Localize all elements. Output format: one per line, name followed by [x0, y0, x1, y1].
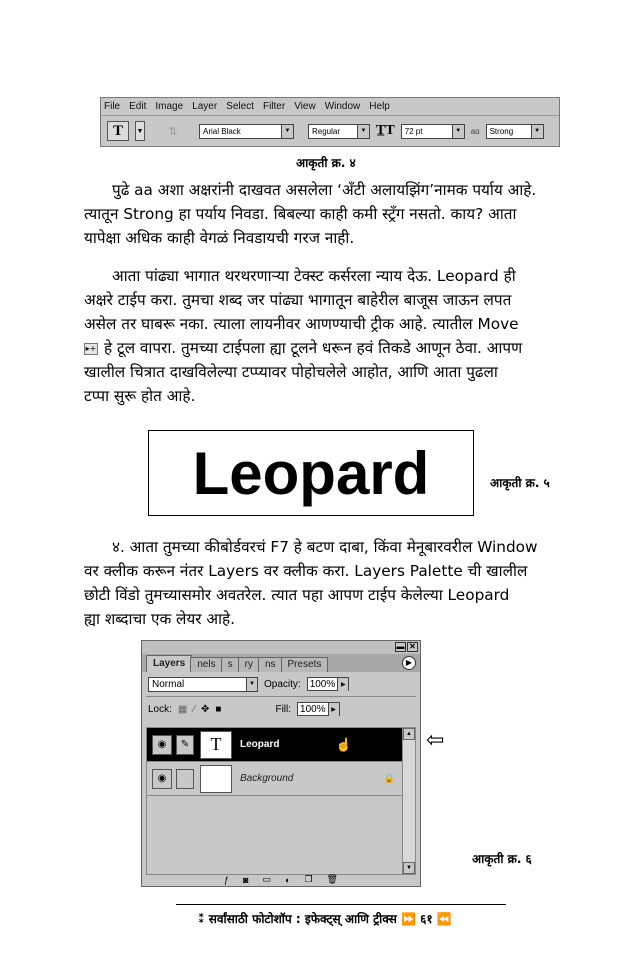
leopard-text-figure: [148, 430, 474, 516]
lock-all-icon[interactable]: ■: [215, 703, 222, 715]
chevron-right-icon: ▶: [328, 703, 339, 716]
palette-tabs: [142, 654, 420, 672]
text-layer-thumbnail: T: [200, 731, 232, 759]
paragraph-line-with-icon: [84, 336, 574, 360]
tab-paths[interactable]: s: [221, 657, 240, 672]
close-icon[interactable]: ✕: [407, 642, 418, 652]
add-mask-icon[interactable]: ◙: [243, 874, 249, 885]
paragraph-line: पुढे aa अशा अक्षरांनी दाखवत असलेला ‘अँटी अलायझिंग’नामक पर्याय आहे.: [112, 181, 537, 199]
paragraph-3: [84, 535, 574, 631]
font-size-value: 72 pt: [404, 126, 423, 136]
new-layer-icon[interactable]: ❐: [304, 874, 313, 884]
font-family-select[interactable]: [199, 124, 294, 139]
window-buttons: [395, 642, 418, 652]
lock-label: Lock:: [148, 703, 172, 715]
pointer-arrow-icon: ⇦: [426, 728, 445, 753]
minimize-icon[interactable]: ▬: [396, 642, 405, 651]
antialias-value: Strong: [489, 126, 514, 136]
lock-brush-icon[interactable]: ∕: [193, 703, 196, 715]
link-slot[interactable]: [176, 769, 194, 789]
paragraph-line: वर क्लीक करून नंतर Layers वर क्लीक करा. Layers Palette ची खालील: [84, 562, 528, 580]
tab-history[interactable]: ry: [238, 657, 260, 672]
font-size-select[interactable]: [401, 124, 465, 139]
paragraph-line: ४. आता तुमच्या कीबोर्डवरचं F7 हे बटण दाबा, किंवा मेनूबारवरील Window: [112, 538, 538, 556]
layer-list-scrollbar[interactable]: [402, 727, 416, 875]
layer-list: [146, 727, 404, 875]
menu-select[interactable]: Select: [226, 101, 254, 112]
fill-value: 100%: [300, 703, 326, 715]
adjustment-layer-icon[interactable]: ◐: [285, 874, 291, 885]
layers-palette: [141, 640, 421, 887]
paragraph-line: ह्या शब्दाचा एक लेयर आहे.: [84, 610, 236, 628]
lock-move-icon[interactable]: ✥: [201, 703, 210, 715]
new-set-icon[interactable]: ▭: [262, 874, 271, 884]
footer-arrow-left-icon: ⏪: [436, 912, 452, 926]
blend-mode-value: Normal: [152, 678, 185, 690]
menu-file[interactable]: File: [104, 101, 121, 112]
paragraph-line: आता पांढ्या भागात थरथरणाऱ्या टेक्स्ट कर्सरला न्याय देऊ. Leopard ही: [112, 267, 516, 285]
footer-rule: [176, 904, 506, 905]
menu-bar: [101, 98, 559, 116]
paragraph-2: [84, 264, 574, 408]
figure-6-caption: आकृती क्र. ६: [472, 852, 532, 866]
lock-options: [178, 704, 222, 715]
chevron-right-icon: ▶: [337, 678, 348, 691]
lock-fill-row: [142, 697, 420, 721]
page-footer: [160, 910, 490, 927]
menu-layer[interactable]: Layer: [192, 101, 218, 112]
text-orientation-icon[interactable]: ⇅: [168, 125, 178, 138]
font-size-icon: T̲T: [376, 123, 395, 138]
lock-transparency-icon[interactable]: ▦: [177, 703, 188, 715]
hand-cursor-icon: ☝: [335, 736, 352, 752]
tab-presets[interactable]: Presets: [281, 657, 329, 672]
menu-view[interactable]: View: [294, 101, 316, 112]
chevron-down-icon: ▼: [531, 125, 543, 138]
paragraph-line: यापेक्षा अधिक काही वेगळं निवडायची गरज नाही.: [84, 229, 355, 247]
font-style-value: Regular: [312, 126, 341, 136]
text-options-row: [101, 116, 559, 146]
footer-book-title: सर्वांसाठी फोटोशॉप : इफेक्ट्स् आणि ट्रीक्स: [208, 912, 397, 926]
paragraph-1: [84, 178, 574, 250]
paragraph-line: असेल तर घाबरू नका. त्याला लायनीवर आणण्याची ट्रीक आहे. त्यातील Move: [84, 315, 519, 333]
opacity-label: Opacity:: [264, 678, 301, 690]
blend-opacity-row: [142, 672, 420, 696]
paragraph-line: छोटी विंडो तुमच्यासमोर अवतरेल. त्यात पहा आपण टाईप केलेल्या Leopard: [84, 586, 510, 604]
trash-icon[interactable]: 🗑: [326, 874, 338, 884]
chevron-down-icon: ▼: [281, 125, 293, 138]
footer-arrow-right-icon: ⏩: [401, 912, 421, 926]
lock-icon: 🔒: [383, 773, 395, 783]
paragraph-line: त्यातून Strong हा पर्याय निवडा. बिबल्या काही कमी स्ट्रँग नसतो. काय? आता: [84, 205, 517, 223]
leopard-word: Leopard: [192, 439, 430, 507]
menu-image[interactable]: Image: [155, 101, 184, 112]
background-layer-thumbnail: [200, 765, 232, 793]
blend-mode-select[interactable]: [148, 677, 258, 692]
menu-help[interactable]: Help: [369, 101, 390, 112]
layer-row-leopard[interactable]: [147, 728, 403, 762]
palette-menu-icon[interactable]: ▶: [402, 656, 416, 670]
eye-icon[interactable]: ◉: [152, 735, 172, 755]
paragraph-line: खालील चित्रात दाखविलेल्या टप्प्यावर पोहोचलेले आहोत, आणि आता पुढला: [84, 363, 498, 381]
menu-filter[interactable]: Filter: [262, 101, 286, 112]
footer-left-mark-icon: ⁑: [198, 912, 209, 926]
scroll-up-icon[interactable]: ▲: [403, 728, 415, 740]
figure-5-caption: आकृती क्र. ५: [490, 476, 550, 490]
chevron-down-icon: ▼: [452, 125, 464, 138]
tab-channels[interactable]: nels: [190, 657, 222, 672]
paragraph-line: अक्षरे टाईप करा. तुमचा शब्द जर पांढ्या भागातून बाहेरील बाजूस जाऊन लपत: [84, 291, 512, 309]
opacity-input[interactable]: [307, 677, 350, 691]
layer-name: Leopard: [240, 739, 280, 750]
layer-name: Background: [240, 773, 294, 784]
chevron-down-icon: ▼: [246, 678, 257, 691]
eye-icon[interactable]: ◉: [152, 769, 172, 789]
photoshop-options-bar-figure: [100, 97, 560, 147]
antialias-icon: aɑ: [470, 126, 480, 136]
brush-icon[interactable]: ✎: [176, 735, 194, 755]
figure-4-caption: आकृती क्र. ४: [296, 156, 356, 170]
move-tool-icon: ▸+: [85, 343, 97, 353]
chevron-down-icon: ▼: [357, 125, 369, 138]
layer-row-background[interactable]: [147, 762, 403, 796]
antialias-select[interactable]: [486, 124, 544, 139]
type-tool-icon[interactable]: T: [107, 121, 129, 141]
opacity-value: 100%: [309, 678, 336, 690]
tab-actions[interactable]: ns: [258, 657, 283, 672]
scroll-down-icon[interactable]: ▼: [403, 862, 415, 874]
font-family-value: Arial Black: [203, 126, 241, 136]
fill-input[interactable]: [297, 702, 340, 716]
paragraph-line-text: हे टूल वापरा. तुमच्या टाईपला ह्या टूलने धरून हवं तिकडे आणून ठेवा. आपण: [104, 339, 523, 357]
layer-style-icon[interactable]: ƒ: [224, 874, 230, 885]
tab-layers[interactable]: Layers: [146, 655, 192, 672]
tool-preset-dropdown[interactable]: ▼: [135, 121, 145, 141]
palette-bottom-toolbar: [142, 873, 420, 886]
page-number: ६१: [420, 912, 433, 926]
palette-title-bar: [142, 641, 420, 654]
menu-window[interactable]: Window: [324, 101, 361, 112]
menu-edit[interactable]: Edit: [129, 101, 147, 112]
fill-label: Fill:: [275, 703, 292, 715]
font-style-select[interactable]: [308, 124, 370, 139]
paragraph-line: टप्पा सुरू होत आहे.: [84, 387, 196, 405]
